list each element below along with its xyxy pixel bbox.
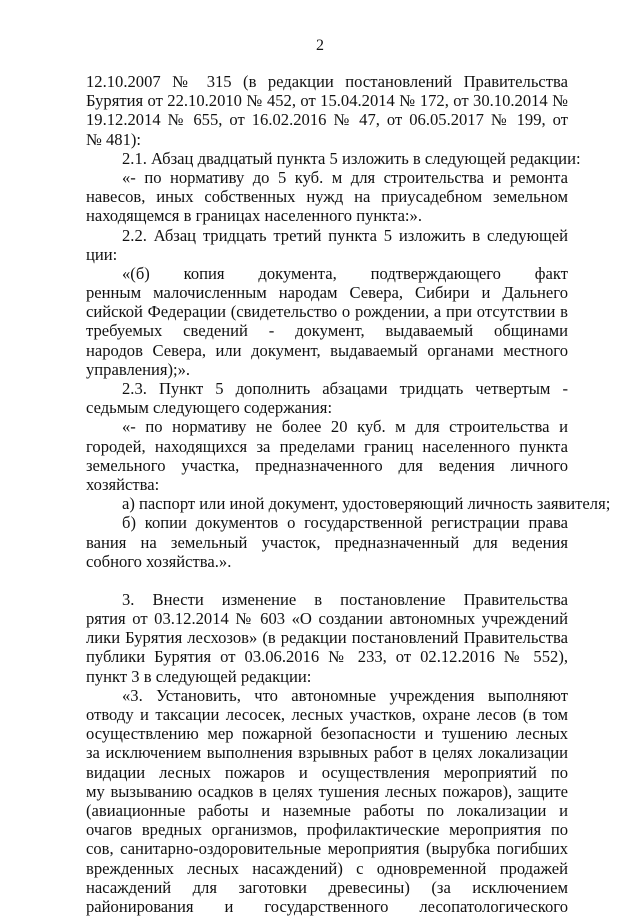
text-line: ренным малочисленным народам Севера, Сибири и Дальнего — [86, 283, 568, 303]
text-line: осуществлению мер пожарной безопасности и тушению лесных — [86, 724, 568, 744]
text-line: (авиационные работы и наземные работы по локализации и — [86, 800, 568, 820]
text-line: управления);». — [86, 359, 191, 379]
text-line: 2.1. Абзац двадцатый пункта 5 изложить в следующей редакции: — [122, 148, 581, 168]
text-line: вания на земельный участок, предназначенный для ведения — [86, 532, 568, 552]
text-line: находящемся в границах населенного пункта:». — [86, 206, 422, 226]
text-line: 3. Внести изменение в постановление Правительства — [122, 589, 568, 609]
text-line: 2.2. Абзац тридцать третий пункта 5 изложить в следующей — [122, 225, 568, 245]
text-line: 2.3. Пункт 5 дополнить абзацами тридцать четвертым - — [122, 379, 568, 398]
text-line: б) копии документов о государственной регистрации права — [122, 513, 568, 533]
text-line: видации лесных пожаров и осуществления мероприятий по — [86, 762, 568, 782]
text-line: «(б) копия документа, подтверждающего факт — [122, 263, 568, 283]
text-line: лики Бурятия лесхозов» (в редакции постановлений Правительства — [86, 628, 568, 648]
document-body — [86, 72, 611, 916]
text-line: Бурятия от 22.10.2010 № 452, от 15.04.2014 № 172, от 30.10.2014 № — [86, 91, 568, 111]
text-line: народов Севера, или документ, выдаваемый органами местного — [86, 340, 568, 360]
text-line: а) паспорт или иной документ, удостоверяющий личность заявителя; — [122, 494, 611, 514]
text-line: врежденных лесных насаждений) с одновременной продажей — [86, 858, 568, 878]
text-line: навесов, иных собственных нужд на приусадебном земельном — [86, 187, 568, 207]
text-line: районирования и государственного лесопатологического — [86, 896, 568, 916]
text-line: 19.12.2014 № 655, от 16.02.2016 № 47, от 06.05.2017 № 199, от — [86, 110, 568, 130]
text-line: «- по нормативу до 5 куб. м для строительства и ремонта — [122, 167, 568, 187]
text-line: сов, санитарно-оздоровительные мероприятия (вырубка погибших — [86, 839, 568, 859]
text-line: «- по нормативу не более 20 куб. м для строительства и — [122, 417, 568, 437]
text-line: городей, находящихся за пределами границ населенного пункта — [86, 436, 568, 456]
text-line: № 481): — [86, 129, 142, 149]
text-line: за исключением выполнения взрывных работ в целях локализации — [86, 743, 568, 763]
page-number: 2 — [316, 37, 324, 54]
text-line: хозяйства: — [86, 474, 160, 494]
text-line: насаждений для заготовки древесины) (за исключением — [86, 877, 568, 897]
text-line: требуемых сведений - документ, выдаваемый общинами — [86, 321, 568, 341]
text-line: му вызыванию осадков в целях тушения лесных пожаров), защите — [86, 781, 568, 801]
text-line: 12.10.2007 № 315 (в редакции постановлений Правительства — [86, 72, 568, 91]
paragraph-gap — [86, 571, 568, 590]
text-line: «3. Установить, что автономные учреждения выполняют — [122, 685, 568, 705]
text-line: очагов вредных организмов, профилактические мероприятия по — [86, 820, 568, 840]
text-line: сийской Федерации (свидетельство о рождении, а при отсутствии в — [86, 302, 568, 322]
text-line: отводу и таксации лесосек, лесных участков, охране лесов (в том — [86, 705, 568, 724]
text-line: ции: — [86, 244, 118, 264]
text-line: публики Бурятия от 03.06.2016 № 233, от 02.12.2016 № 552), — [86, 647, 568, 667]
text-line: собного хозяйства.». — [86, 551, 232, 571]
text-line: седьмым следующего содержания: — [86, 398, 333, 418]
text-line: земельного участка, предназначенного для ведения личного — [86, 455, 568, 475]
text-line: рятия от 03.12.2014 № 603 «О создании автономных учреждений — [86, 609, 568, 629]
text-line: пункт 3 в следующей редакции: — [86, 666, 312, 686]
